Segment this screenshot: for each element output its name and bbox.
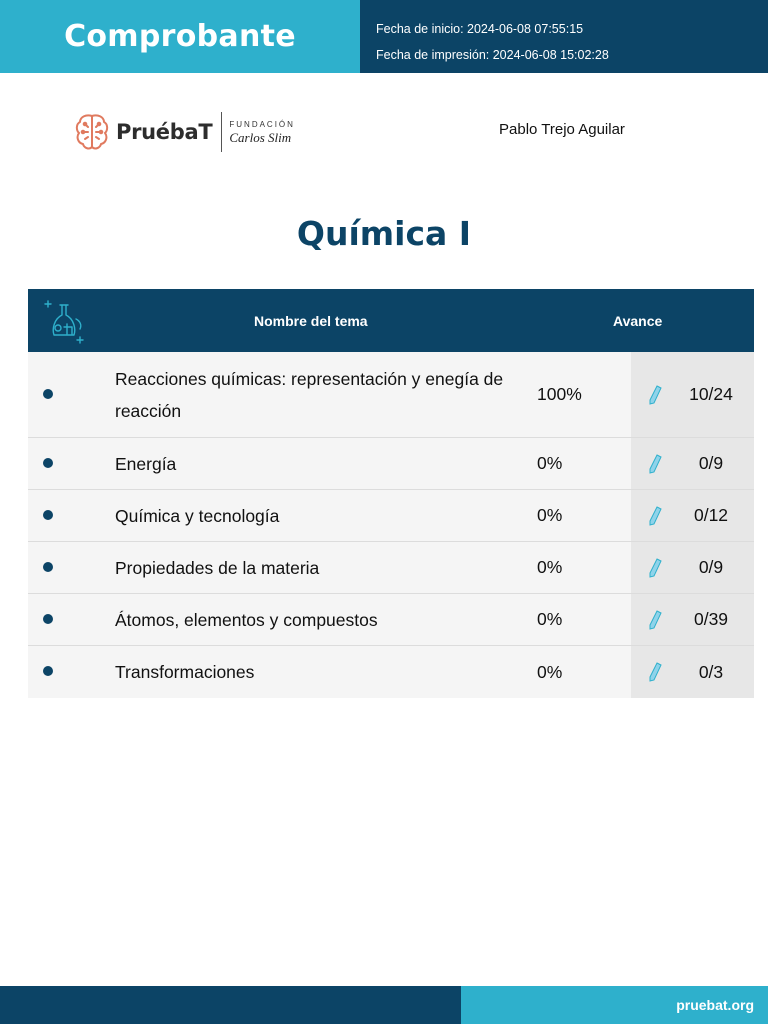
footer-site-link[interactable]: pruebat.org xyxy=(676,997,754,1013)
table-row xyxy=(28,542,754,594)
bullet-dot-icon xyxy=(43,666,53,676)
topic-percent: 0% xyxy=(537,505,563,525)
bullet-dot-icon xyxy=(43,562,53,572)
topic-percent: 100% xyxy=(537,384,582,404)
topic-percent: 0% xyxy=(537,557,563,577)
fundacion-signature: Carlos Slim xyxy=(229,129,292,145)
brand-name: PruébaT xyxy=(116,120,213,144)
fundacion-logo xyxy=(229,121,295,144)
brain-icon xyxy=(74,112,110,152)
column-header-avance: Avance xyxy=(613,313,663,329)
quiz-count: 10/24 xyxy=(689,384,733,404)
table-row xyxy=(28,352,754,438)
quiz-progress-cell xyxy=(631,594,754,645)
topic-name: Propiedades de la materia xyxy=(115,557,320,578)
footer-dark-panel xyxy=(0,986,461,1024)
quiz-progress-cell xyxy=(631,490,754,541)
table-row xyxy=(28,594,754,646)
quiz-count: 0/12 xyxy=(693,505,729,525)
topic-name: Reacciones químicas: representación y enegía de reacción xyxy=(115,368,504,421)
topic-name: Átomos, elementos y compuestos xyxy=(115,609,378,630)
pruebat-logo xyxy=(74,110,295,154)
topic-name: Energía xyxy=(115,453,177,474)
footer-bar xyxy=(0,986,768,1024)
column-header-name: Nombre del tema xyxy=(254,313,368,329)
pencil-icon xyxy=(648,454,662,474)
quiz-progress-cell xyxy=(631,646,754,698)
bullet-dot-icon xyxy=(43,510,53,520)
header-bar xyxy=(0,0,768,73)
quiz-progress-cell xyxy=(631,542,754,593)
topic-name: Transformaciones xyxy=(115,662,255,682)
quiz-progress-cell xyxy=(631,438,754,489)
bullet-dot-icon xyxy=(43,614,53,624)
pencil-icon xyxy=(648,610,662,630)
pencil-icon xyxy=(648,506,662,526)
pencil-icon xyxy=(648,662,662,682)
quiz-count: 0/39 xyxy=(693,609,729,629)
header-dates-panel xyxy=(360,0,768,73)
table-row xyxy=(28,490,754,542)
quiz-count: 0/9 xyxy=(698,453,724,473)
subject-title: Química I xyxy=(296,214,472,253)
bullet-dot-icon xyxy=(43,389,53,399)
table-header xyxy=(28,289,754,352)
start-date: Fecha de inicio: 2024-06-08 07:55:15 xyxy=(376,22,584,36)
quiz-count: 0/3 xyxy=(698,661,724,682)
footer-site-panel xyxy=(461,986,768,1024)
logo-divider xyxy=(221,112,222,152)
chemistry-flask-icon xyxy=(42,297,88,345)
table-row xyxy=(28,438,754,490)
pencil-icon xyxy=(648,385,662,405)
print-date: Fecha de impresión: 2024-06-08 15:02:28 xyxy=(376,48,609,62)
topic-percent: 0% xyxy=(537,453,563,473)
header-title-panel xyxy=(0,0,360,73)
pencil-icon xyxy=(648,558,662,578)
topic-percent: 0% xyxy=(537,661,563,682)
topic-percent: 0% xyxy=(537,609,563,629)
table-row xyxy=(28,646,754,698)
topics-table xyxy=(28,289,754,698)
topic-name: Química y tecnología xyxy=(115,505,280,526)
quiz-count: 0/9 xyxy=(698,557,724,577)
quiz-progress-cell xyxy=(631,352,754,437)
page-title: Comprobante xyxy=(64,19,296,54)
fundacion-label: FUNDACIÓN xyxy=(229,119,295,129)
user-name: Pablo Trejo Aguilar xyxy=(499,121,625,138)
bullet-dot-icon xyxy=(43,458,53,468)
